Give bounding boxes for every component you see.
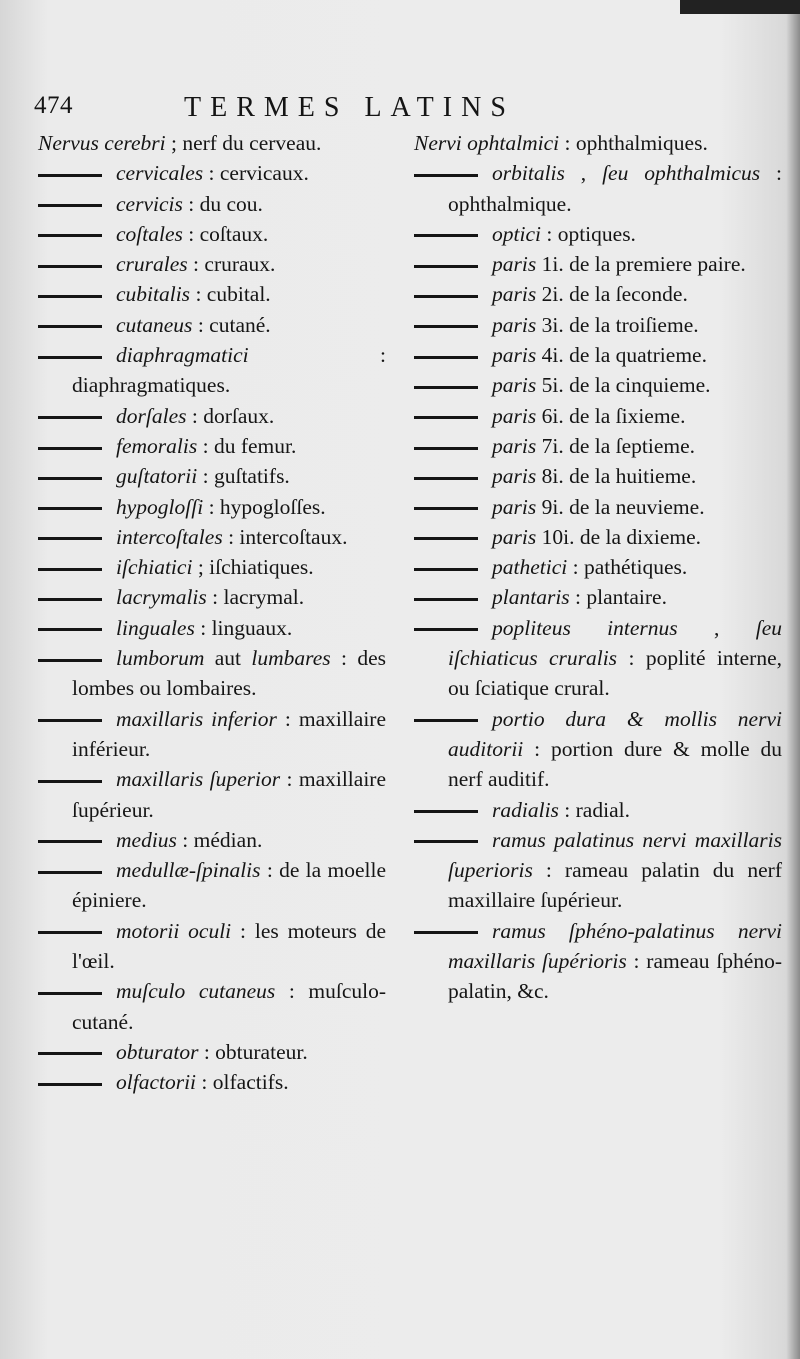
ditto-dash [38, 537, 102, 540]
french-term: les moteurs de l'œil. [72, 918, 386, 974]
ditto-dash [414, 174, 478, 177]
latin-term: paris [492, 524, 537, 549]
french-term: coſtaux. [199, 221, 269, 246]
left-column [38, 128, 386, 1098]
french-term: des lombes ou lombaires. [72, 646, 386, 701]
ditto-dash [38, 568, 102, 571]
french-term: ophthalmiques. [575, 131, 708, 155]
separator: : [182, 191, 200, 216]
french-term: linguaux. [211, 615, 293, 640]
latin-term: popliteus internus [492, 615, 678, 640]
latin-term: linguales [116, 615, 195, 640]
latin-term: orbitalis [492, 161, 565, 186]
ditto-dash [414, 447, 478, 450]
glossary-entry [38, 128, 386, 158]
glossary-entry [414, 370, 782, 400]
glossary-entry [38, 310, 386, 340]
latin-term: portio dura & mollis nervi auditorii [448, 706, 782, 761]
separator: : [523, 736, 551, 761]
latin-term: medullæ-ſpinalis [116, 858, 261, 883]
glossary-entry [38, 401, 386, 431]
french-term: dorſaux. [203, 403, 275, 428]
glossary-entry [38, 1037, 386, 1067]
separator: : [203, 161, 220, 186]
french-term: ophthalmique. [448, 191, 572, 216]
separator: : [275, 979, 309, 1004]
ditto-dash [38, 871, 102, 874]
french-term: plantaire. [586, 585, 667, 610]
french-term: 1i. de la premiere paire. [541, 252, 746, 277]
ditto-dash [38, 295, 102, 298]
french-term: 10i. de la dixieme. [541, 524, 702, 549]
separator: : [222, 524, 240, 549]
french-term: pathétiques. [583, 555, 688, 580]
page-edge-shadow [786, 0, 800, 1359]
ditto-dash [38, 477, 102, 480]
french-term: médian. [193, 827, 263, 852]
french-term: 3i. de la troiſieme. [541, 312, 699, 337]
latin-term: paris [492, 343, 537, 368]
latin-term: paris [492, 464, 537, 489]
ditto-dash [414, 295, 478, 298]
latin-term: intercoſtales [116, 524, 223, 549]
separator: : [532, 858, 565, 883]
ditto-dash [38, 174, 102, 177]
ditto-dash [38, 840, 102, 843]
french-term: hypogloſſes. [219, 494, 326, 519]
glossary-entry [414, 279, 782, 309]
ditto-dash [38, 325, 102, 328]
separator: : [194, 615, 212, 640]
latin-term-alt: ſeu iſchiaticus cruralis [448, 615, 782, 671]
french-term: radial. [575, 797, 630, 822]
latin-term-alt: lumbares [251, 646, 331, 671]
french-term: olfactifs. [212, 1070, 289, 1095]
ditto-dash [414, 507, 478, 510]
french-term: obturateur. [215, 1039, 308, 1064]
glossary-entry [38, 1067, 386, 1097]
glossary-entry [414, 128, 782, 158]
latin-term: ramus ſphéno-palatinus nervi maxillaris ſupérioris [448, 918, 782, 974]
separator: : [197, 464, 214, 489]
french-term: iſchiatiques. [209, 555, 314, 580]
latin-term: cubitalis [116, 282, 191, 307]
french-term: de la moelle épiniere. [72, 858, 386, 913]
separator: : [182, 221, 200, 246]
glossary-entry [38, 461, 386, 491]
ditto-dash [38, 659, 102, 662]
separator: : [280, 767, 299, 792]
latin-term: diaphragmatici [116, 343, 249, 368]
ditto-dash [414, 568, 478, 571]
separator: : [198, 1039, 216, 1064]
latin-term: Nervi ophtalmici [414, 131, 560, 155]
latin-term: motorii oculi [116, 918, 232, 943]
latin-term: dorſales [116, 403, 187, 428]
latin-term: paris [492, 252, 537, 277]
ditto-dash [38, 598, 102, 601]
page-number: 474 [34, 92, 73, 119]
ditto-dash [38, 447, 102, 450]
glossary-entry [38, 552, 386, 582]
ditto-dash [414, 386, 478, 389]
separator: : [187, 252, 205, 277]
glossary-entry [414, 401, 782, 431]
latin-term: cutaneus [116, 312, 193, 337]
ditto-dash [414, 234, 478, 237]
latin-term: paris [492, 312, 537, 337]
ditto-dash [38, 265, 102, 268]
latin-term: femoralis [116, 433, 198, 458]
glossary-entry [38, 189, 386, 219]
glossary-entry [38, 916, 386, 977]
french-term: cruraux. [204, 252, 276, 277]
glossary-entry [414, 522, 782, 552]
french-term: nerf du cerveau. [182, 131, 322, 155]
glossary-entry [38, 158, 386, 188]
latin-term: paris [492, 403, 537, 428]
latin-term: paris [492, 373, 537, 398]
separator: : [196, 1070, 213, 1095]
separator: : [626, 949, 647, 974]
latin-term: paris [492, 433, 537, 458]
ditto-dash [414, 840, 478, 843]
glossary-entry [38, 249, 386, 279]
latin-term: maxillaris inferior [116, 706, 277, 731]
glossary-entry [38, 340, 386, 401]
ditto-dash [414, 931, 478, 934]
glossary-entry [38, 582, 386, 612]
separator: : [330, 646, 358, 671]
ditto-dash [414, 416, 478, 419]
separator: ; [165, 131, 183, 155]
ditto-dash [38, 780, 102, 783]
glossary-entry [38, 855, 386, 916]
latin-term: cervicales [116, 161, 204, 186]
glossary-entry [414, 249, 782, 279]
glossary-entry [38, 643, 386, 704]
ditto-dash [414, 356, 478, 359]
glossary-entry [414, 158, 782, 219]
ditto-dash [414, 810, 478, 813]
separator: : [540, 221, 558, 246]
glossary-entry [414, 825, 782, 916]
latin-term: lacrymalis [116, 585, 207, 610]
latin-term: ramus palatinus nervi maxillaris ſuperioris [448, 827, 782, 883]
french-term: rameau palatin du nerf maxillaire ſupérieur. [448, 858, 782, 913]
page-header [34, 92, 774, 132]
french-term: 8i. de la huitieme. [541, 464, 697, 489]
glossary-entry [414, 582, 782, 612]
ditto-dash [38, 234, 102, 237]
french-term: lacrymal. [223, 585, 305, 610]
latin-term: paris [492, 282, 537, 307]
french-term: cubital. [206, 282, 271, 307]
glossary-entry [38, 492, 386, 522]
french-term: 6i. de la ſixieme. [541, 403, 686, 428]
glossary-entry [38, 704, 386, 765]
ditto-dash [414, 719, 478, 722]
ditto-dash [414, 628, 478, 631]
glossary-entry [414, 431, 782, 461]
latin-term: hypogloſſi [116, 494, 204, 519]
page-corner-shadow [680, 0, 800, 14]
latin-term: guſtatorii [116, 464, 198, 489]
french-term: rameau ſphéno-palatin, &c. [448, 949, 782, 1004]
separator: : [176, 827, 194, 852]
french-term: diaphragmatiques. [72, 373, 231, 398]
separator: : [190, 282, 207, 307]
french-term: du femur. [213, 433, 297, 458]
latin-term: medius [116, 827, 177, 852]
ditto-dash [38, 628, 102, 631]
latin-term: cervicis [116, 191, 183, 216]
latin-term: pathetici [492, 555, 568, 580]
glossary-entry [414, 704, 782, 795]
separator: : [617, 646, 646, 671]
glossary-entry [38, 764, 386, 825]
separator: , [564, 161, 603, 186]
ditto-dash [414, 265, 478, 268]
glossary-entry [414, 916, 782, 1007]
glossary-entry [38, 613, 386, 643]
latin-term: optici [492, 221, 541, 246]
ditto-dash [38, 1052, 102, 1055]
separator: : [760, 161, 782, 186]
separator: : [558, 797, 576, 822]
separator: : [567, 555, 584, 580]
ditto-dash [38, 992, 102, 995]
separator: : [260, 858, 280, 883]
separator: ; [192, 555, 210, 580]
latin-term: muſculo cutaneus [116, 979, 276, 1004]
french-term: maxillaire inférieur. [72, 706, 386, 761]
separator: : [186, 403, 204, 428]
ditto-dash [38, 204, 102, 207]
latin-term: maxillaris ſuperior [116, 767, 281, 792]
french-term: cervicaux. [219, 161, 309, 186]
ditto-dash [38, 719, 102, 722]
latin-term: obturator [116, 1039, 199, 1064]
glossary-entry [414, 340, 782, 370]
glossary-entry [38, 522, 386, 552]
ditto-dash [414, 325, 478, 328]
latin-term: plantaris [492, 585, 570, 610]
french-term: 2i. de la ſeconde. [541, 282, 688, 307]
french-term: du cou. [199, 191, 263, 216]
latin-term: Nervus cerebri [38, 131, 166, 155]
latin-term: crurales [116, 252, 188, 277]
french-term: intercoſtaux. [239, 524, 348, 549]
latin-term-alt: ſeu ophthalmicus [602, 161, 761, 186]
separator: : [559, 131, 576, 155]
latin-term: radialis [492, 797, 559, 822]
ditto-dash [38, 507, 102, 510]
separator: : [192, 312, 210, 337]
separator: : [206, 585, 224, 610]
latin-term: paris [492, 494, 537, 519]
separator: aut [204, 646, 252, 671]
separator: : [248, 343, 386, 368]
ditto-dash [38, 416, 102, 419]
separator: : [231, 918, 255, 943]
french-term: 9i. de la neuvieme. [541, 494, 705, 519]
glossary-entry [38, 279, 386, 309]
separator: : [569, 585, 587, 610]
separator: : [203, 494, 220, 519]
french-term: cutané. [209, 312, 271, 337]
french-term: optiques. [557, 221, 636, 246]
running-title: TERMES LATINS [184, 92, 515, 123]
french-term: 7i. de la ſeptieme. [541, 433, 696, 458]
glossary-entry [414, 219, 782, 249]
ditto-dash [414, 598, 478, 601]
french-term: muſculo-cutané. [72, 979, 386, 1034]
latin-term: coſtales [116, 221, 183, 246]
ditto-dash [414, 537, 478, 540]
ditto-dash [38, 931, 102, 934]
glossary-entry [414, 613, 782, 704]
ditto-dash [38, 356, 102, 359]
ditto-dash [38, 1083, 102, 1086]
latin-term: iſchiatici [116, 555, 193, 580]
glossary-entry [414, 795, 782, 825]
latin-term: olfactorii [116, 1070, 197, 1095]
glossary-entry [38, 431, 386, 461]
glossary-entry [38, 825, 386, 855]
ditto-dash [414, 477, 478, 480]
glossary-entry [38, 219, 386, 249]
french-term: maxillaire ſupérieur. [72, 767, 386, 822]
separator: , [677, 615, 756, 640]
glossary-entry [414, 461, 782, 491]
latin-term: lumborum [116, 646, 205, 671]
separator: : [276, 706, 299, 731]
glossary-entry [414, 492, 782, 522]
glossary-entry [414, 310, 782, 340]
glossary-entry [414, 552, 782, 582]
glossary-entry [38, 976, 386, 1037]
french-term: portion dure & molle du nerf auditif. [448, 736, 782, 792]
french-term: 4i. de la quatrieme. [541, 343, 707, 368]
separator: : [197, 433, 214, 458]
french-term: poplité interne, ou ſciatique crural. [448, 646, 782, 701]
right-column [414, 128, 782, 1007]
french-term: guſtatifs. [213, 464, 290, 489]
french-term: 5i. de la cinquieme. [541, 373, 711, 398]
